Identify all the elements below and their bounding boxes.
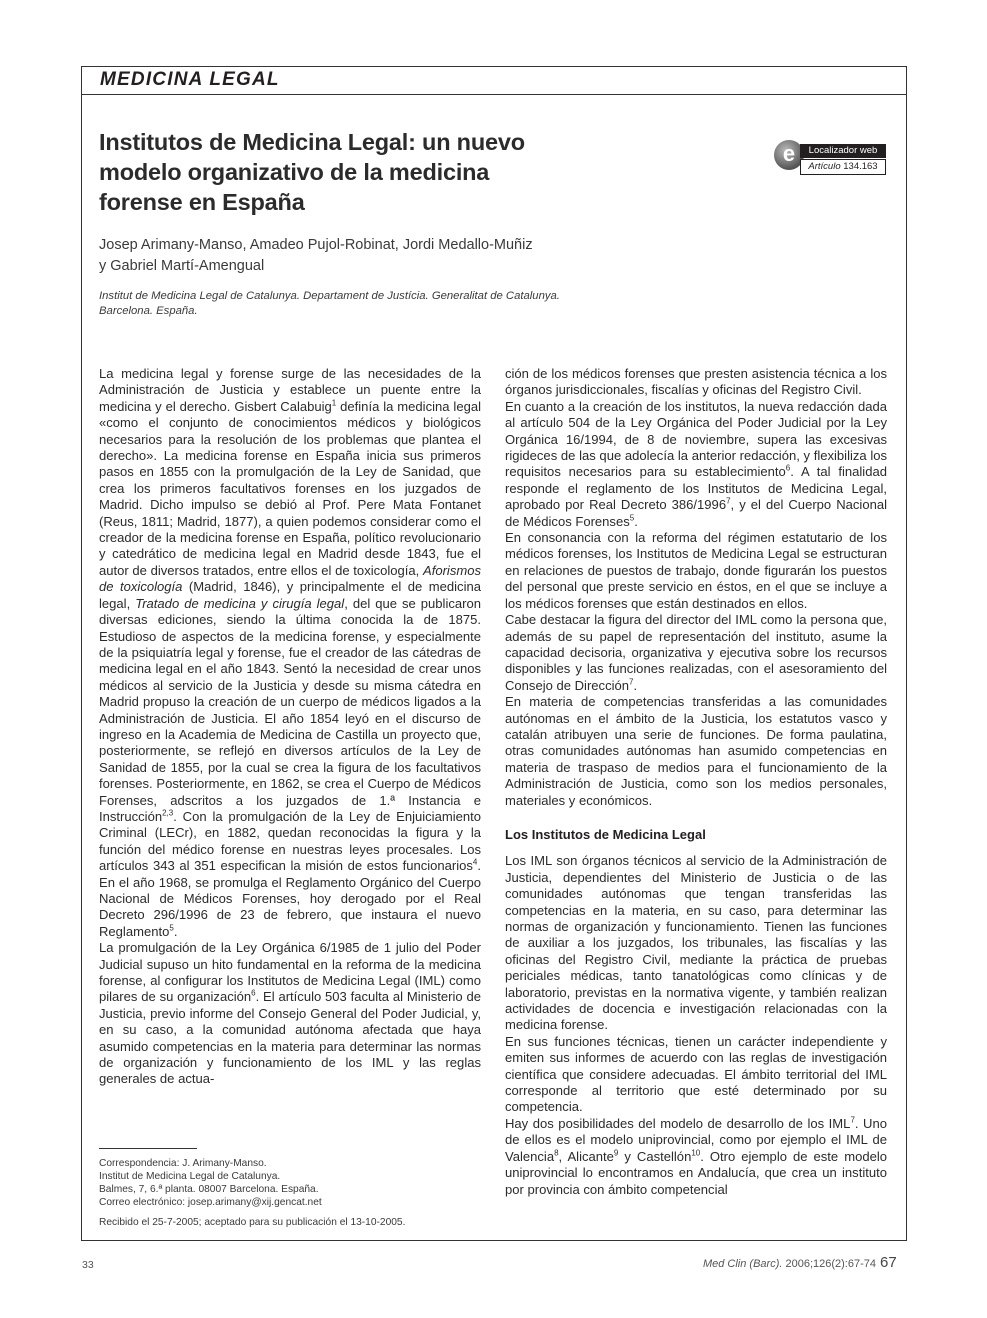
paragraph: La medicina legal y forense surge de las necesidades de la Administración de Justicia y establece un puente entre la medicina y el derecho. Gisbert Calabuig$^1$ definía la medicina legal «como el conjunto de conocimientos médicos y biológicos necesarios para la resolución de los problemas que plantea el derecho». La medicina forense en España inicia sus primeros pasos en 1855 con la promulgación de la Ley de Sanidad, que crea los primeros facultativos forenses en los juzgados de Madrid. Dicho impulso se debió al Prof. Pere Mata Fontanet (Reus, 1811; Madrid, 1877), a quien podemos considerar como el creador de la medicina forense en España, político revolucionario y catedrático de medicina legal en Madrid desde 1843, fue el autor de diversos tratados, entre ellos el de toxicología, Aforismos de toxicología (Madrid, 1846), y principalmente el de medicina legal, Tratado de medicina y cirugía legal, del que se publicaron diversas ediciones, siendo la última conocida la de 1875. Estudioso de aspectos de la medicina forense, y especialmente de la psiquiatría legal y forense, fue el creador de las cátedras de medicina legal en el año 1843. Sentó la necesidad de crear unos médicos al servicio de la Justicia y desde su misma cátedra en Madrid propuso la creación de un cuerpo de médicos ligados a la Administración de Justicia. El año 1854 leyó en el discurso de ingreso en la Academia de Medicina de Castilla un proyecto que, posteriormente, se reflejó en diversos artículos de la Ley de Sanidad de 1855, por la cual se crea la figura de los facultativos forenses. Posteriormente, en 1862, se crea el Cuerpo de Médicos Forenses, adscritos a los juzgados de 1.ª Instancia e Instrucción$^{2,3}$. Con la promulgación de la Ley de Enjuiciamiento Criminal (LECr), en 1882, quedan reconocidas la figura y la función del médico forense en nuestras leyes procesales. Los artículos 343 al 351 especifican la misión de estos funcionarios$^4$. En el año 1968, se promulga el Reglamento Orgánico del Cuerpo Nacional de Médicos Forenses, hoy derogado por el Real Decreto 296/1996 de 23 de febrero, que instaura el nuevo Reglamento$^5$. — [99, 366, 481, 939]
affiliation: Institut de Medicina Legal de Catalunya. Departament de Justícia. Generalitat de Catalunya. Barcelona. España. — [99, 290, 560, 317]
section-label: MEDICINA LEGAL — [100, 69, 280, 90]
paragraph: En sus funciones técnicas, tienen un carácter independiente y emiten sus informes de acuerdo con las reglas de investigación científica que considere adecuadas. El ámbito territorial del IML corresponde al territorio que esté determinado por su competencia. — [505, 1033, 887, 1115]
paragraph: Cabe destacar la figura del director del IML como la persona que, además de su papel de representación del instituto, asume la capacidad decisoria, organizativa y ejecutiva sobre los recursos disponibles y las funciones realizadas, con el asesoramiento del Consejo de Dirección$^7$. — [505, 612, 887, 693]
locator-label: Localizador web — [800, 144, 886, 158]
received-date: Recibido el 25-7-2005; aceptado para su publicación el 13-10-2005. — [99, 1217, 406, 1228]
e-logo-icon: e — [774, 140, 804, 170]
section-heading: Los Institutos de Medicina Legal — [505, 826, 706, 842]
article-title: Institutos de Medicina Legal: un nuevo modelo organizativo de la medicina forense en España — [99, 129, 525, 215]
paragraph: En cuanto a la creación de los institutos, la nueva redacción dada al artículo 504 de la Ley Orgánica del Poder Judicial por la Ley Orgánica 16/1994, de 8 de noviembre, supera las excesivas rigideces de las que adolecía la anterior redacción, y flexibiliza los requisitos necesarios para su establecimiento$^6$. A tal finalidad responde el reglamento de los Institutos de Medicina Legal, aprobado por Real Decreto 386/1996$^7$, y el del Cuerpo Nacional de Médicos Forenses$^5$. — [505, 398, 887, 529]
page-number-left: 33 — [82, 1259, 94, 1271]
article-number: Artículo 134.163 — [800, 159, 886, 175]
paragraph: Los IML son órganos técnicos al servicio de la Administración de Justicia, dependientes del Ministerio de Justicia o de las comunidades autónomas que tengan transferidas las competencias en la materia, en su caso, para determinar las normas de organización y funcionamiento. Tienen las funciones de auxiliar a los juzgados, los tribunales, las fiscalías y las oficinas del Registro Civil, mediante la práctica de pruebas periciales médicas, tanto tanatológicas como clínicas y de laboratorio, previstas en la normativa vigente, y también realizan actividades de docencia e investigación relacionadas con la medicina forense. — [505, 853, 887, 1033]
paragraph: Hay dos posibilidades del modelo de desarrollo de los IML$^7$. Uno de ellos es el modelo uniprovincial, como por ejemplo el IML de Valencia$^8$, Alicante$^9$ y Castellón$^{10}$. Otro ejemplo de este modelo uniprovincial lo encontramos en Andalucía, que crea un instituto por provincia con ámbito competencial — [505, 1115, 888, 1197]
paragraph: En materia de competencias transferidas a las comunidades autónomas en el ámbito de la Justicia, los estatutos vasco y catalán atribuyen una serie de funciones. De forma paulatina, otras comunidades autónomas han asumido competencias en materia de traspaso de medios para el funcionamiento de la Administración de Justicia, como son los medios personales, materiales y económicos. — [505, 694, 887, 808]
paragraph: La promulgación de la Ley Orgánica 6/1985 de 1 julio del Poder Judicial supuso un hito fundamental en la reforma de la medicina forense, al configurar los Institutos de Medicina Legal (IML) como pilares de su organización$^6$. El artículo 503 faculta al Ministerio de Justicia, previo informe del Consejo General del Poder Judicial, y, en su caso, a la comunidad autónoma afectada que haya asumido competencias en la materia para determinar las normas de organización y funcionamiento de los IML y las reglas generales de actua- — [99, 940, 481, 1087]
footnote-divider — [99, 1148, 197, 1149]
section-header — [82, 67, 906, 95]
correspondence-footnote: Correspondencia: J. Arimany-Manso. Institut de Medicina Legal de Catalunya. Balmes, 7, 6.ª planta. 08007 Barcelona. España. Correo electrónico: josep.arimany@xij.gencat.net — [99, 1157, 479, 1209]
email-text: Correo electrónico: josep.arimany@xij.gencat.net — [99, 1197, 322, 1208]
paragraph: ción de los médicos forenses que presten asistencia técnica a los órganos jurisdiccionales, fiscalías y oficinas del Registro Civil. — [505, 366, 887, 398]
authors — [99, 235, 619, 277]
text-column-left — [99, 366, 481, 1088]
web-locator-badge[interactable] — [774, 140, 886, 176]
text-column-right — [505, 366, 887, 1198]
authors-line-2: y Gabriel Martí-Amengual — [99, 258, 265, 274]
authors-line-1: Josep Arimany-Manso, Amadeo Pujol-Robinat, Jordi Medallo-Muñiz — [99, 237, 533, 253]
page-number-right: 67 — [880, 1254, 897, 1271]
journal-citation: Med Clin (Barc). 2006;126(2):67-74 — [702, 1258, 876, 1270]
paragraph: En consonancia con la reforma del régimen estatutario de los médicos forenses, los Institutos de Medicina Legal se estructuran en relaciones de puestos de trabajo, donde figurarán los puestos del personal que preste servicio en éstos, en el que se incluye a los médicos forenses que están destinados en ellos. — [505, 530, 887, 611]
